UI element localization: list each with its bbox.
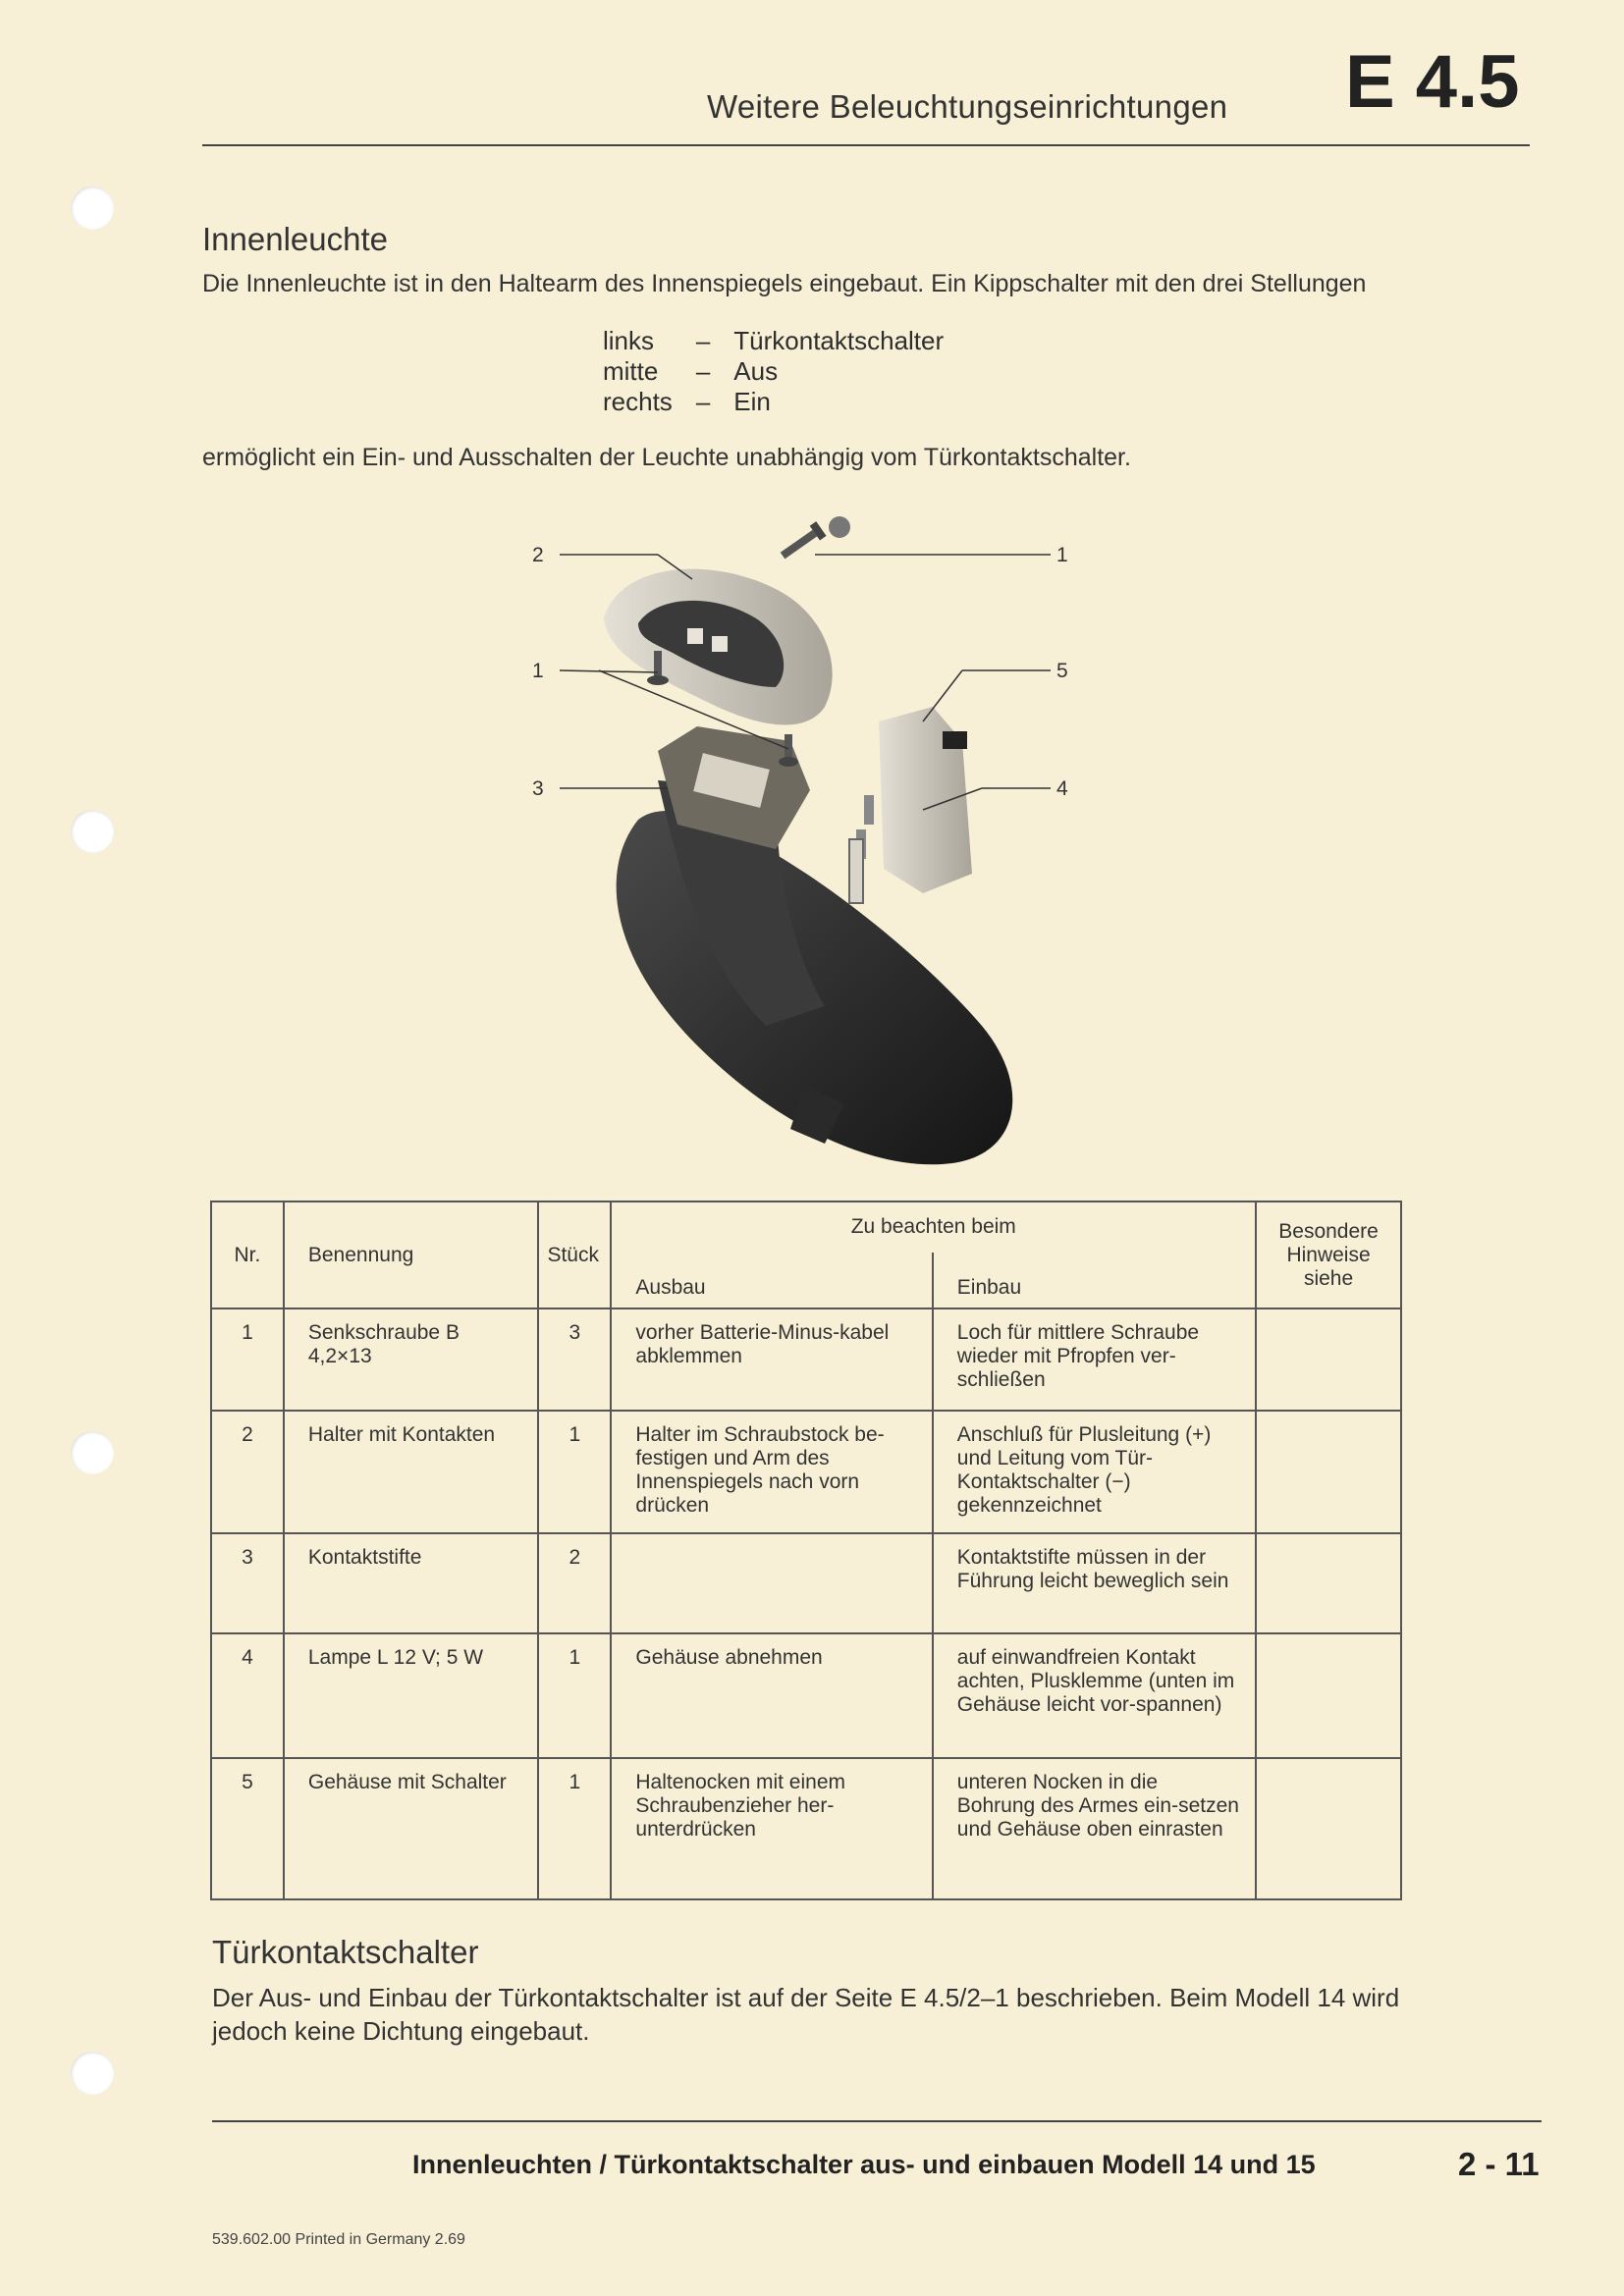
table-row — [211, 1758, 1401, 1899]
cell-nr: 3 — [211, 1533, 284, 1632]
table-row — [211, 1533, 1401, 1632]
switch-positions — [603, 326, 967, 417]
cell-benennung: Halter mit Kontakten — [284, 1411, 539, 1534]
table-row — [211, 1411, 1401, 1534]
cell-hinweise — [1256, 1308, 1401, 1410]
parts-table — [210, 1201, 1402, 1900]
position-label: mitte — [603, 356, 659, 386]
header-title: Weitere Beleuchtungseinrichtungen — [707, 88, 1228, 125]
lamp-bulb — [849, 839, 863, 903]
cell-stueck: 1 — [538, 1633, 611, 1759]
cell-hinweise — [1256, 1758, 1401, 1899]
footer-rule — [212, 2120, 1542, 2122]
table-row — [211, 1308, 1401, 1410]
col-header-stueck: Stück — [538, 1201, 611, 1308]
section-heading-innenleuchte: Innenleuchte — [202, 221, 388, 257]
col-header-einbau: Einbau — [933, 1253, 1256, 1309]
callout-4: 4 — [1056, 777, 1068, 800]
screw-top — [778, 521, 827, 562]
cell-einbau: unteren Nocken in die Bohrung des Armes ein-setzen und Gehäuse oben einrasten — [933, 1758, 1256, 1899]
cell-ausbau: vorher Batterie-Minus-kabel abklemmen — [611, 1308, 932, 1410]
cell-nr: 5 — [211, 1758, 284, 1899]
switch-toggle — [943, 731, 967, 749]
col-header-nr: Nr. — [211, 1201, 284, 1308]
punch-hole-3 — [71, 1431, 114, 1474]
cell-benennung: Kontaktstifte — [284, 1533, 539, 1632]
switch-position-row — [603, 356, 967, 387]
position-dash: – — [695, 387, 711, 416]
cell-ausbau — [611, 1533, 932, 1632]
cell-benennung: Gehäuse mit Schalter — [284, 1758, 539, 1899]
position-value: Türkontaktschalter — [733, 326, 945, 355]
cell-nr: 2 — [211, 1411, 284, 1534]
contact-plate — [712, 636, 728, 652]
cell-einbau: Anschluß für Plusleitung (+) und Leitung vom Tür-Kontaktschalter (−) gekennzeichnet — [933, 1411, 1256, 1534]
col-header-group: Zu beachten beim — [611, 1201, 1256, 1253]
table-header-row — [211, 1201, 1401, 1253]
callout-1-top: 1 — [1056, 544, 1068, 566]
cell-stueck: 1 — [538, 1411, 611, 1534]
callout-3: 3 — [532, 777, 544, 800]
cell-einbau: Loch für mittlere Schraube wieder mit Pfropfen ver-schließen — [933, 1308, 1256, 1410]
cell-hinweise — [1256, 1533, 1401, 1632]
section-heading-tuerkontaktschalter: Türkontaktschalter — [212, 1934, 479, 1970]
parts-table-wrapper — [210, 1201, 1402, 1900]
print-note: 539.602.00 Printed in Germany 2.69 — [212, 2231, 465, 2248]
position-label: rechts — [603, 387, 673, 416]
nut — [829, 516, 850, 538]
footer-title: Innenleuchten / Türkontaktschalter aus- und einbauen Modell 14 und 15 — [412, 2150, 1316, 2179]
cell-hinweise — [1256, 1633, 1401, 1759]
callout-2: 2 — [532, 544, 544, 566]
contact-pin — [864, 795, 874, 825]
position-value: Ein — [733, 387, 771, 416]
section2-text: Der Aus- und Einbau der Türkontaktschalter ist auf der Seite E 4.5/2–1 beschrieben. Beim Modell 14 wird jedoch keine Dichtung eingebaut. — [212, 1983, 1400, 2046]
contact-plate — [687, 628, 703, 644]
section-intro: Die Innenleuchte ist in den Haltearm des Innenspiegels eingebaut. Ein Kippschalter mit den drei Stellungen — [202, 270, 1367, 297]
position-value: Aus — [733, 356, 779, 386]
punch-hole-4 — [71, 2052, 114, 2095]
cell-einbau: auf einwandfreien Kontakt achten, Plusklemme (unten im Gehäuse leicht vor-spannen) — [933, 1633, 1256, 1759]
col-header-benennung: Benennung — [284, 1201, 539, 1308]
callout-1-left: 1 — [532, 660, 544, 682]
exploded-view-figure — [511, 496, 1100, 1183]
header-code: E 4.5 — [1345, 40, 1520, 124]
cell-benennung: Senkschraube B 4,2×13 — [284, 1308, 539, 1410]
table-row — [211, 1633, 1401, 1759]
position-label: links — [603, 326, 655, 355]
cell-hinweise — [1256, 1411, 1401, 1534]
cell-ausbau: Haltenocken mit einem Schraubenzieher her-unterdrücken — [611, 1758, 932, 1899]
col-header-hinweise: Besondere Hinweise siehe — [1256, 1201, 1401, 1308]
cell-stueck: 1 — [538, 1758, 611, 1899]
punch-hole-1 — [71, 187, 114, 230]
cell-benennung: Lampe L 12 V; 5 W — [284, 1633, 539, 1759]
col-header-ausbau: Ausbau — [611, 1253, 932, 1309]
cell-ausbau: Gehäuse abnehmen — [611, 1633, 932, 1759]
position-dash: – — [695, 356, 711, 386]
cell-ausbau: Halter im Schraubstock be-festigen und Arm des Innenspiegels nach vorn drücken — [611, 1411, 932, 1534]
cell-einbau: Kontaktstifte müssen in der Führung leicht beweglich sein — [933, 1533, 1256, 1632]
page-number: 2 - 11 — [1458, 2146, 1540, 2182]
cell-stueck: 3 — [538, 1308, 611, 1410]
section-outro: ermöglicht ein Ein- und Ausschalten der Leuchte unabhängig vom Türkontaktschalter. — [202, 444, 1131, 471]
cell-nr: 4 — [211, 1633, 284, 1759]
position-dash: – — [695, 326, 711, 355]
punch-hole-2 — [71, 810, 114, 853]
switch-position-row — [603, 387, 967, 417]
header-rule — [202, 144, 1530, 146]
switch-position-row — [603, 326, 967, 356]
cell-stueck: 2 — [538, 1533, 611, 1632]
cell-nr: 1 — [211, 1308, 284, 1410]
callout-5: 5 — [1056, 660, 1068, 682]
